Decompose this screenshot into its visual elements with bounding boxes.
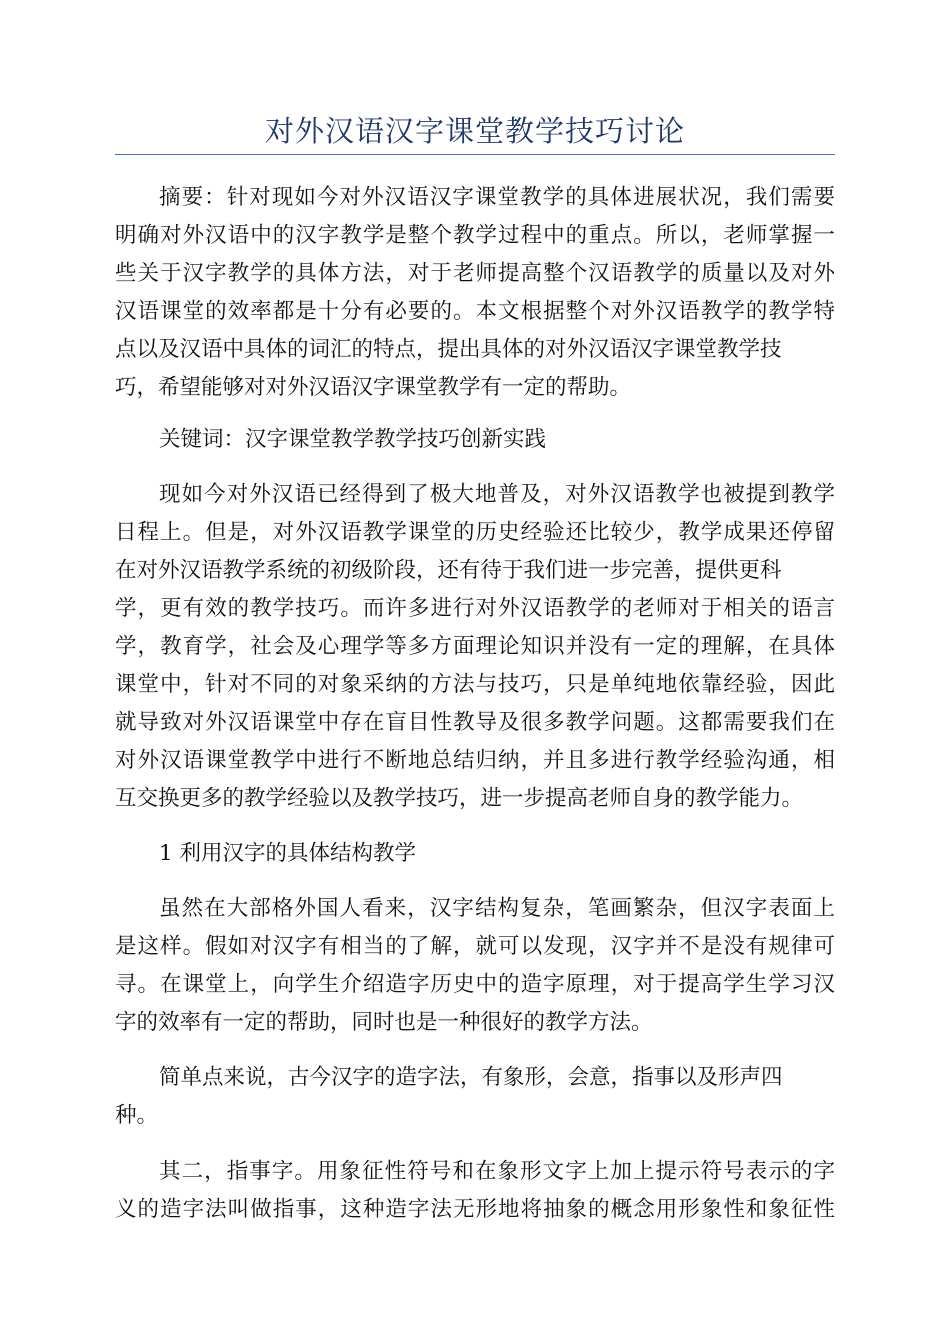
paragraph-line: 在对外汉语教学系统的初级阶段，还有待于我们进一步完善，提供更科 — [115, 558, 782, 583]
document-title: 对外汉语汉字课堂教学技巧讨论 — [264, 114, 685, 148]
paragraph-line: 虽然在大部格外国人看来，汉字结构复杂，笔画繁杂，但汉字表面上 — [159, 896, 835, 921]
paragraph-line: 1 利用汉字的具体结构教学 — [159, 841, 417, 866]
paragraph-line: 义的造字法叫做指事，这种造字法无形地将抽象的概念用形象性和象征性 — [115, 1197, 835, 1222]
title-underline — [115, 154, 835, 155]
paragraph-line: 巧，希望能够对对外汉语汉字课堂教学有一定的帮助。 — [115, 375, 632, 400]
paragraph-line: 学，教育学，社会及心理学等多方面理论知识并没有一定的理解，在具体 — [115, 634, 835, 659]
paragraph-line: 些关于汉字教学的具体方法，对于老师提高整个汉语教学的质量以及对外 — [115, 261, 835, 286]
body-paragraph — [115, 1059, 835, 1135]
paragraph-line: 寻。在课堂上，向学生介绍造字历史中的造字原理，对于提高学生学习汉 — [115, 972, 835, 997]
body-paragraph — [115, 890, 835, 1042]
paragraph-line: 就导致对外汉语课堂中存在盲目性教导及很多教学问题。这都需要我们在 — [115, 710, 835, 735]
paragraph-line: 点以及汉语中具体的词汇的特点，提出具体的对外汉语汉字课堂教学技 — [115, 337, 782, 362]
paragraph-line: 学，更有效的教学技巧。而许多进行对外汉语教学的老师对于相关的语言 — [115, 596, 835, 621]
paragraph-line: 字的效率有一定的帮助，同时也是一种很好的教学方法。 — [115, 1010, 653, 1035]
paragraph-line: 现如今对外汉语已经得到了极大地普及，对外汉语教学也被提到教学 — [159, 482, 835, 507]
section-heading — [115, 835, 835, 873]
paragraph-line: 明确对外汉语中的汉字教学是整个教学过程中的重点。所以，老师掌握一 — [115, 223, 835, 248]
paragraph-line: 日程上。但是，对外汉语教学课堂的历史经验还比较少，教学成果还停留 — [115, 520, 835, 545]
keywords-paragraph — [115, 421, 835, 459]
paragraph-line: 课堂中，针对不同的对象采纳的方法与技巧，只是单纯地依靠经验，因此 — [115, 672, 835, 697]
paragraph-line: 其二，指事字。用象征性符号和在象形文字上加上提示符号表示的字 — [159, 1159, 835, 1184]
intro-paragraph — [115, 476, 835, 818]
paragraph-line: 摘要：针对现如今对外汉语汉字课堂教学的具体进展状况，我们需要 — [159, 185, 835, 210]
paragraph-line: 简单点来说，古今汉字的造字法，有象形，会意，指事以及形声四 — [159, 1065, 783, 1090]
paragraph-line: 关键词：汉字课堂教学教学技巧创新实践 — [159, 427, 547, 452]
paragraph-line: 对外汉语课堂教学中进行不断地总结归纳，并且多进行教学经验沟通，相 — [115, 748, 835, 773]
abstract-paragraph — [115, 179, 835, 407]
body-paragraph — [115, 1153, 835, 1229]
paragraph-line: 是这样。假如对汉字有相当的了解，就可以发现，汉字并不是没有规律可 — [115, 934, 835, 959]
paragraph-line: 互交换更多的教学经验以及教学技巧，进一步提高老师自身的教学能力。 — [115, 786, 804, 811]
paragraph-line: 种。 — [115, 1103, 159, 1128]
paragraph-line: 汉语课堂的效率都是十分有必要的。本文根据整个对外汉语教学的教学特 — [115, 299, 835, 324]
